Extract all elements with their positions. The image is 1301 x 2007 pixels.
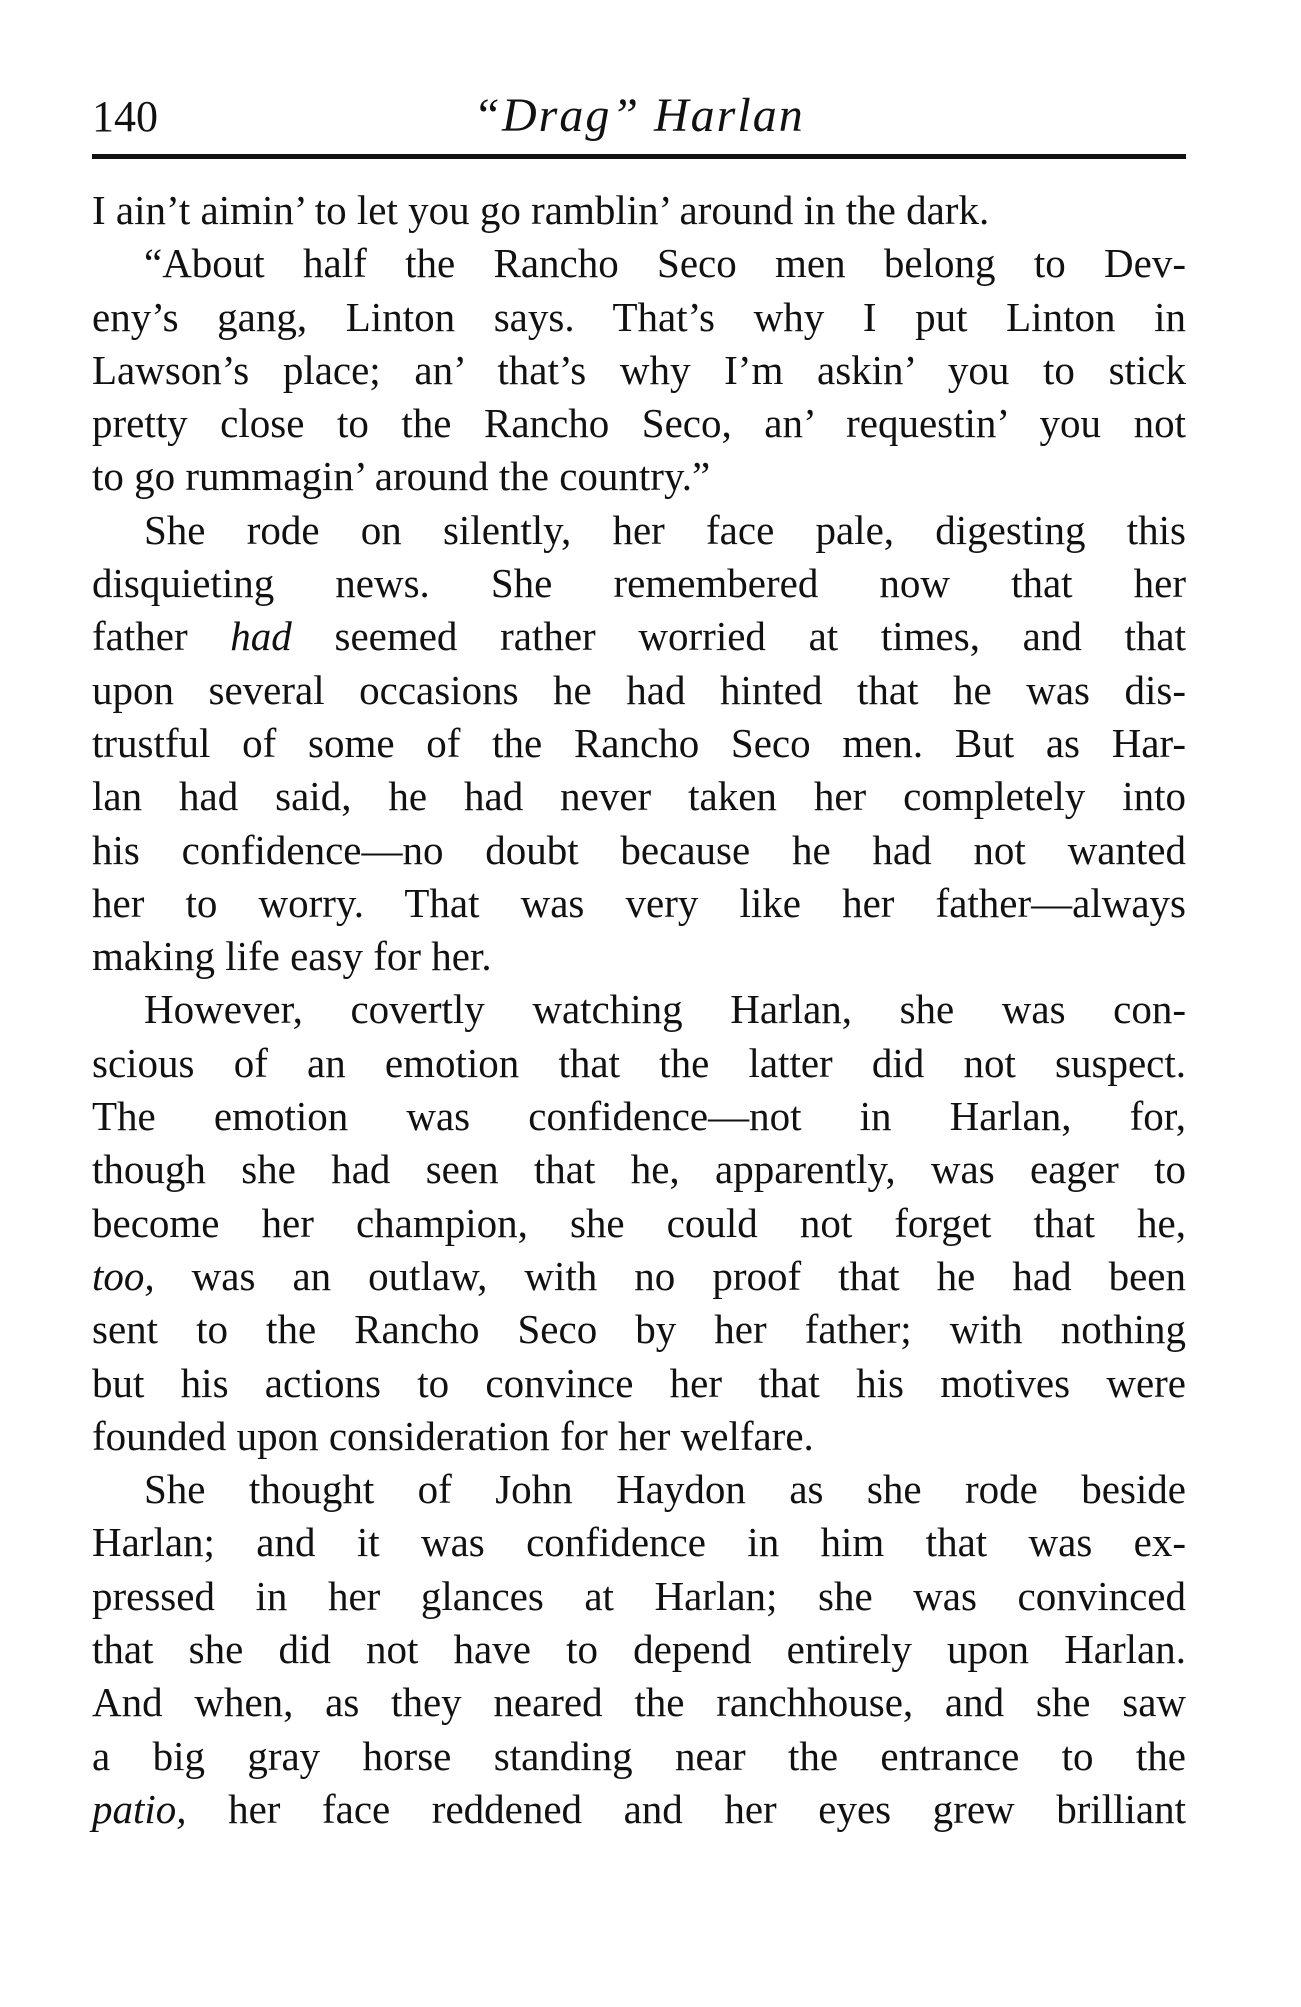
- text-line: upon several occasions he had hinted that he was dis-: [92, 666, 1186, 713]
- text-line: scious of an emotion that the latter did not suspect.: [92, 1039, 1186, 1086]
- text-line: Lawson’s place; an’ that’s why I’m askin’ you to stick: [92, 346, 1186, 393]
- text-line: However, covertly watching Harlan, she was con-: [144, 986, 1186, 1033]
- text-segment: her face reddened and her eyes grew brilliant: [186, 1785, 1186, 1832]
- text-line: eny’s gang, Linton says. That’s why I put Linton in: [92, 293, 1186, 340]
- text-line: pressed in her glances at Harlan; she was convinced: [92, 1572, 1186, 1619]
- text-line: The emotion was confidence—not in Harlan, for,: [92, 1093, 1186, 1140]
- text-segment: seemed rather worried at times, and that: [291, 613, 1187, 660]
- text-line: [92, 1250, 1186, 1303]
- text-line: her to worry. That was very like her father—always: [92, 879, 1186, 926]
- text-line: founded upon consideration for her welfare.: [92, 1412, 814, 1459]
- text-line: lan had said, he had never taken her completely into: [92, 773, 1186, 820]
- text-line: disquieting news. She remembered now that her: [92, 560, 1186, 607]
- italic-text: had: [230, 613, 292, 660]
- text-line: sent to the Rancho Seco by her father; with nothing: [92, 1306, 1186, 1353]
- text-line: And when, as they neared the ranchhouse, and she saw: [92, 1679, 1186, 1726]
- header-rule: [92, 154, 1186, 159]
- italic-text: too,: [92, 1252, 155, 1299]
- text-line: making life easy for her.: [92, 933, 492, 980]
- text-line: [92, 610, 1186, 663]
- text-line: his confidence—no doubt because he had not wanted: [92, 826, 1186, 873]
- text-line: She thought of John Haydon as she rode beside: [144, 1466, 1186, 1513]
- page-number: 140: [92, 92, 158, 141]
- italic-text: patio,: [92, 1785, 187, 1832]
- text-line: become her champion, she could not forget that he,: [92, 1199, 1186, 1246]
- text-line: that she did not have to depend entirely upon Harlan.: [92, 1626, 1186, 1673]
- text-line: though she had seen that he, apparently, was eager to: [92, 1146, 1186, 1193]
- text-line: trustful of some of the Rancho Seco men. But as Har-: [92, 719, 1186, 766]
- text-line: Harlan; and it was confidence in him that was ex-: [92, 1519, 1186, 1566]
- text-line: “About half the Rancho Seco men belong to Dev-: [144, 240, 1186, 287]
- text-line: She rode on silently, her face pale, digesting this: [144, 506, 1186, 553]
- text-line: a big gray horse standing near the entrance to the: [92, 1732, 1186, 1779]
- text-line: but his actions to convince her that his motives were: [92, 1359, 1186, 1406]
- page-header: [92, 86, 1186, 146]
- text-line: I ain’t aimin’ to let you go ramblin’ around in the dark.: [92, 187, 990, 233]
- text-segment: father: [92, 613, 231, 660]
- text-line: [92, 1783, 1186, 1836]
- text-line: to go rummagin’ around the country.”: [92, 453, 711, 500]
- text-segment: was an outlaw, with no proof that he had been: [154, 1252, 1186, 1299]
- running-title: “Drag” Harlan: [473, 89, 805, 142]
- body-text: [92, 184, 1186, 1836]
- text-line: pretty close to the Rancho Seco, an’ requestin’ you not: [92, 400, 1186, 447]
